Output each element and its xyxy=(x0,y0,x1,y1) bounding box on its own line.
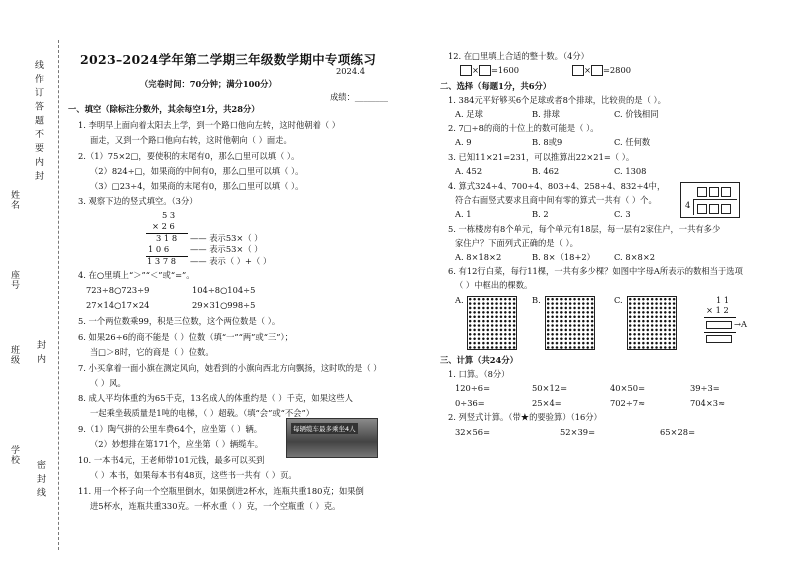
s2-q5-c: C. 8×8×2 xyxy=(614,252,656,262)
q9-line1: 9.（1）陶气拼的公里车费64个，应坐第（ ）辆。 xyxy=(78,424,263,434)
binding-line xyxy=(58,40,59,550)
class-label: 班级 xyxy=(9,345,19,365)
q4-line: 4. 在○里填上“＞”“＜”或“=”。 xyxy=(78,270,195,280)
q2-line3: （3）□23÷4，如果商的末尾有0，那么□里可以填（ ）。 xyxy=(90,181,304,191)
vertical-annot-2: —— 表示53×（ ） xyxy=(190,244,263,254)
q10-line2: （ ）本书，如果每本书有48页，这些书一共有（ ）页。 xyxy=(90,470,297,480)
blank-box[interactable] xyxy=(721,187,731,197)
section2-heading: 二、选择（每题1分，共6分） xyxy=(440,81,552,91)
school-label: 学校 xyxy=(9,445,19,465)
q9-line2: （2）妙想排在第171个，应坐第（ ）辆缆车。 xyxy=(90,439,264,449)
q2-line2: （2）824÷□，如果商的中间有0，那么□里可以填（ ）。 xyxy=(90,166,304,176)
calc-1: 120÷6= xyxy=(455,383,491,393)
dividend-boxes xyxy=(697,203,731,214)
calc-3: 40×50= xyxy=(610,383,646,393)
s2-q1-c: C. 价钱相同 xyxy=(614,109,659,119)
s2-q3-b: B. 462 xyxy=(532,166,560,176)
grid-label-a: A. xyxy=(455,295,464,305)
division-frame xyxy=(680,182,740,218)
q7-line1: 7. 小买拿着一面小旗在测定风向，她看到的小旗向西北方向飘扬，这时吹的是（ ） xyxy=(78,363,382,373)
mini-rule xyxy=(704,317,736,318)
s2-q2-a: A. 9 xyxy=(455,137,472,147)
grid-label-c: C. xyxy=(614,295,623,305)
division-bar xyxy=(693,199,737,200)
binding-text-top: 线 作 订 答 题 不 要 内 封 xyxy=(33,60,43,181)
blank-box[interactable] xyxy=(591,65,603,76)
dot-grid-c[interactable] xyxy=(627,296,677,350)
q7-line2: （ ）风。 xyxy=(90,378,126,388)
seat-label: 座号 xyxy=(9,270,19,290)
exam-date: 2024.4 xyxy=(336,66,366,76)
s2-q1-a: A. 足球 xyxy=(455,109,483,119)
s2-q5-a: A. 8×18×2 xyxy=(455,252,502,262)
vertical-r5: 1 3 7 8 xyxy=(147,256,177,266)
time-score: （完卷时间：70分钟；满分100分） xyxy=(140,79,277,89)
mini-blank-2 xyxy=(706,335,732,343)
vertical-annot-1: —— 表示53×（ ） xyxy=(190,233,263,243)
q1-line2: 面走，又到一个路口他向右转，这时他朝向（ ）面走。 xyxy=(90,135,292,145)
binding-seal-label: 密 封 线 xyxy=(35,460,45,498)
vcalc-2: 52×39= xyxy=(560,427,596,437)
s2-q4-line1: 4. 算式324÷4、700÷4、803÷4、258÷4、832÷4中， xyxy=(448,181,666,191)
section3-heading: 三、计算（共24分） xyxy=(440,355,518,365)
divisor-digit: 4 xyxy=(685,200,691,210)
q4-a: 723÷8○723÷9 xyxy=(86,285,150,295)
q12-eq1-result: =1600 xyxy=(490,65,520,75)
blank-box[interactable] xyxy=(697,204,707,214)
q3-line: 3. 观察下边的竖式填空。（3分） xyxy=(78,196,198,206)
s2-q6-line1: 6. 有12行白菜，每行11棵，一共有多少棵？如图中字母A所表示的数相当于选项 xyxy=(448,266,743,276)
s2-q2-c: C. 任何数 xyxy=(614,137,651,147)
exam-title: 2023–2024学年第二学期三年级数学期中专项练习 xyxy=(80,52,377,67)
q6-line1: 6. 如果26÷6的商不能是（ ）位数（填“一”“两”或“三”）； xyxy=(78,332,293,342)
q8-line2: 一起乘坐载质量是1吨的电梯，（ ）超载。（填“会”或“不会”） xyxy=(90,408,315,418)
q2-line1: 2.（1）75×2□，要使积的末尾有0，那么□里可以填（ ）。 xyxy=(78,151,300,161)
s2-q3-a: A. 452 xyxy=(455,166,483,176)
calc-7: 702÷7≈ xyxy=(610,398,646,408)
mini-blank-1 xyxy=(706,321,732,329)
q12-eq2: × =2800 xyxy=(572,65,631,76)
mini-r2: × 1 2 xyxy=(706,305,729,315)
q6-line2: 当□＞8时，它的商是（ ）位数。 xyxy=(90,347,214,357)
mini-arrow: →A xyxy=(734,319,747,329)
vertical-annot-3: —— 表示（ ）+（ ） xyxy=(190,256,272,266)
vertical-r4: 1 0 6 xyxy=(148,244,170,254)
s2-q5-b: B. 8×（18+2） xyxy=(532,252,595,262)
s2-q4-line2: 符合右面竖式要求且商中间有零的算式一共有（ ）个。 xyxy=(455,195,657,205)
q11-line1: 11. 用一个杯子向一个空瓶里倒水，如果倒进2杯水，连瓶共重180克；如果倒 xyxy=(78,486,364,496)
calc-6: 25×4= xyxy=(532,398,562,408)
s2-q3: 3. 已知11×21=231，可以推算出22×21=（ ）。 xyxy=(448,152,635,162)
name-label: 姓名 xyxy=(9,190,19,210)
s2-q3-c: C. 1308 xyxy=(614,166,647,176)
vcalc-3: 65×28= xyxy=(660,427,696,437)
q5-line: 5. 一个两位数乘99，积是三位数，这个两位数是（ ）。 xyxy=(78,316,281,326)
section1-heading: 一、填空（除标注分数外，其余每空1分，共28分） xyxy=(68,104,260,114)
division-bracket xyxy=(693,199,694,215)
s2-q6-line2: （ ）中框出的棵数。 xyxy=(455,280,533,290)
calc-2: 50×12= xyxy=(532,383,568,393)
q1-line1: 1. 李明早上面向着太阳去上学，到一个路口他向左转，这时他朝着（ ） xyxy=(78,120,341,130)
dot-grid-b[interactable] xyxy=(545,296,595,350)
q11-line2: 进5杯水，连瓶共重330克。一杯水重（ ）克，一个空瓶重（ ）克。 xyxy=(90,501,341,511)
calc-4: 39÷3= xyxy=(690,383,720,393)
q4-b: 104÷8○104÷5 xyxy=(192,285,256,295)
blank-box[interactable] xyxy=(709,204,719,214)
s2-q4-a: A. 1 xyxy=(455,209,472,219)
mini-r1: 1 1 xyxy=(716,295,730,305)
s2-q1-b: B. 排球 xyxy=(532,109,560,119)
vertical-r2: × 2 6 xyxy=(152,221,175,231)
s2-q5-line1: 5. 一栋楼房有8个单元，每个单元有18层，每一层有2家住户，一共有多少 xyxy=(448,224,721,234)
s2-q1: 1. 384元平好够买6个足球或者8个排球，比较贵的是（ ）。 xyxy=(448,95,666,105)
vertical-r1: 5 3 xyxy=(162,210,176,220)
q4-d: 29×31○998÷5 xyxy=(192,300,256,310)
quotient-boxes xyxy=(697,186,731,197)
blank-box[interactable] xyxy=(572,65,584,76)
mini-rule-2 xyxy=(704,332,736,333)
s2-q5-line2: 家住户？下面列式正确的是（ ）。 xyxy=(455,238,578,248)
score-field[interactable]: 成绩：________ xyxy=(330,92,389,102)
vertical-r3: 3 1 8 xyxy=(156,233,178,243)
s2-q4-b: B. 2 xyxy=(532,209,549,219)
calc-8: 704×3≈ xyxy=(690,398,726,408)
cable-car-photo xyxy=(286,418,378,458)
s3-sub2: 2. 列竖式计算。（带★的要验算）（16分） xyxy=(448,412,602,422)
blank-box[interactable] xyxy=(479,65,491,76)
q12-line: 12. 在□里填上合适的整十数。（4分） xyxy=(448,51,589,61)
dot-grid-a[interactable] xyxy=(467,296,517,350)
blank-box[interactable] xyxy=(721,204,731,214)
q12-eq1: × =1600 xyxy=(460,65,519,76)
q10-line1: 10. 一本书4元，王老师带101元钱，最多可以买到 xyxy=(78,455,265,465)
q12-eq2-result: =2800 xyxy=(602,65,632,75)
calc-5: 0÷36= xyxy=(455,398,485,408)
blank-box[interactable] xyxy=(697,187,707,197)
q8-line1: 8. 成人平均体重约为65千克，13名成人的体重约是（ ）千克，如果这些人 xyxy=(78,393,353,403)
s2-q4-c: C. 3 xyxy=(614,209,631,219)
binding-mid-label: 封 内 xyxy=(35,340,45,364)
s2-q2: 2. 7□÷8的商的十位上的数可能是（ ）。 xyxy=(448,123,599,133)
blank-box[interactable] xyxy=(460,65,472,76)
q4-c: 27×14○17×24 xyxy=(86,300,150,310)
photo-caption: 每辆缆车最多乘坐4人 xyxy=(293,425,356,433)
blank-box[interactable] xyxy=(709,187,719,197)
s3-sub1: 1. 口算。（8分） xyxy=(448,369,510,379)
vcalc-1: 32×56= xyxy=(455,427,491,437)
s2-q2-b: B. 8或9 xyxy=(532,137,563,147)
grid-label-b: B. xyxy=(532,295,541,305)
